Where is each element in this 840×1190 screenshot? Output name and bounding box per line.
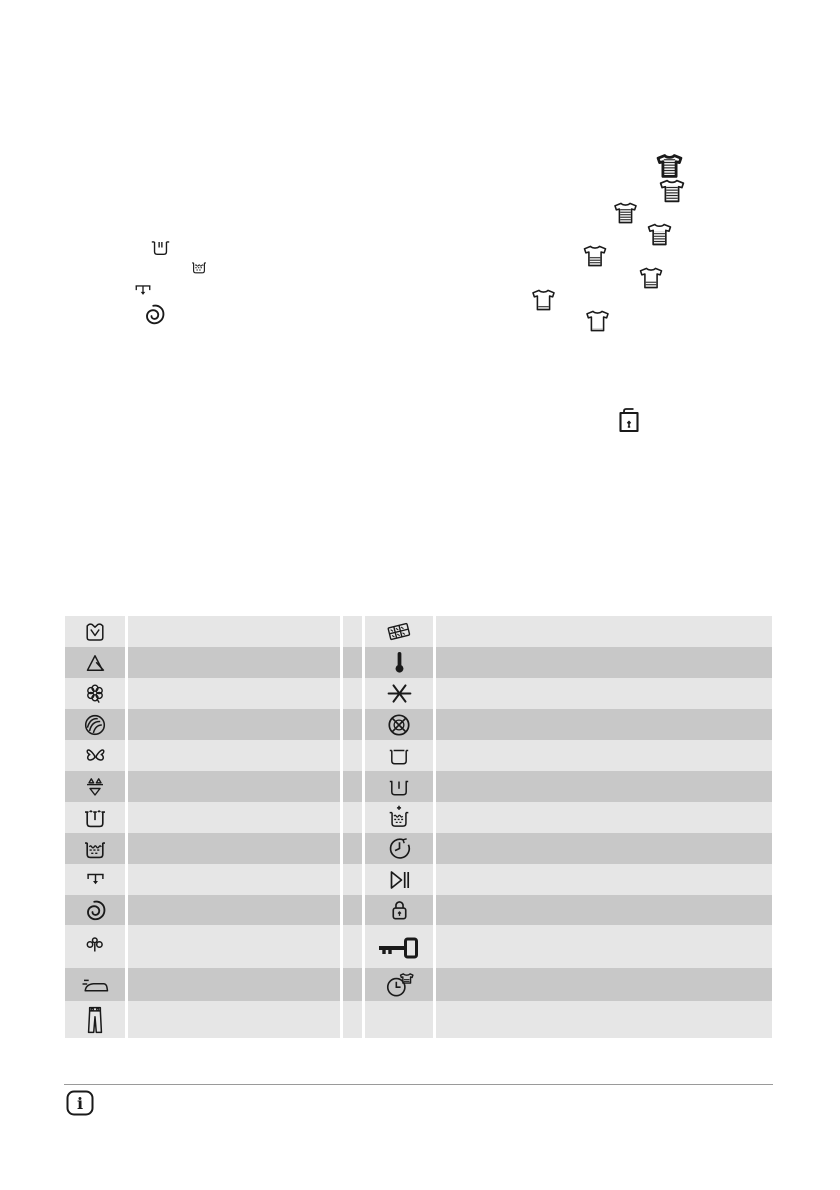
no-spin-icon: [385, 711, 413, 739]
shirt-soil-heavy-icon: [657, 178, 687, 204]
left-description-cell: [128, 740, 340, 771]
drain-icon: [83, 868, 108, 891]
left-description-cell: [128, 709, 340, 740]
right-symbol-cell: [365, 802, 433, 833]
left-description-cell: [128, 925, 340, 968]
shirt-soil-normal-icon: [646, 222, 673, 247]
left-description-cell: [128, 895, 340, 925]
left-symbol-cell: [65, 771, 125, 802]
symbol-table-row: [65, 678, 772, 709]
right-description-cell: [436, 864, 772, 895]
right-symbol-cell: [365, 678, 433, 709]
soak-tub-icon: [188, 258, 210, 276]
soak-tub-icon: [82, 836, 108, 862]
right-symbol-cell: [365, 740, 433, 771]
left-description-cell: [128, 864, 340, 895]
symbol-table-row: [65, 895, 772, 925]
spacer-cell: [343, 968, 362, 1001]
right-description-cell: [436, 771, 772, 802]
tub-line-icon: [386, 775, 412, 799]
spacer-cell: [343, 771, 362, 802]
thermometer-icon: [392, 650, 407, 676]
flower-icon: [83, 682, 107, 706]
iron-icon: [80, 974, 110, 996]
shirt-soil-light-icon: [638, 266, 664, 290]
left-symbol-cell: [65, 968, 125, 1001]
symbol-table-row: [65, 1001, 772, 1038]
shirt-soil-minimal-icon: [584, 309, 611, 333]
bikini-icon: [83, 775, 107, 799]
clock-shirt-icon: [384, 970, 414, 1000]
right-description-cell: [436, 968, 772, 1001]
left-symbol-cell: [65, 925, 125, 968]
right-symbol-cell: [365, 895, 433, 925]
left-description-cell: [128, 647, 340, 678]
asterisk-icon: [386, 680, 413, 707]
left-symbol-cell: [65, 678, 125, 709]
wash-tub-line-icon: [82, 805, 108, 831]
right-description-cell: [436, 616, 772, 647]
spacer-cell: [343, 740, 362, 771]
right-symbol-cell: [365, 616, 433, 647]
symbol-table-row: [65, 802, 772, 833]
spin-spiral-icon: [142, 302, 167, 327]
right-description-cell: [436, 709, 772, 740]
play-pause-icon: [386, 867, 412, 893]
left-symbol-cell: [65, 864, 125, 895]
cotton-flower-icon: [83, 620, 107, 644]
symbol-table-row: [65, 925, 772, 968]
right-description-cell: [436, 925, 772, 968]
spacer-cell: [343, 678, 362, 709]
symbol-table-row: [65, 740, 772, 771]
right-description-cell: [436, 1001, 772, 1038]
rinse-tub-icon: [147, 236, 174, 258]
spacer-cell: [343, 833, 362, 864]
wash-symbol-table: [65, 616, 772, 1038]
left-symbol-cell: [65, 895, 125, 925]
left-description-cell: [128, 1001, 340, 1038]
padlock-icon: [388, 897, 411, 924]
right-description-cell: [436, 833, 772, 864]
symbol-table-row: [65, 864, 772, 895]
symbol-table-row: [65, 647, 772, 678]
spacer-cell: [343, 616, 362, 647]
right-symbol-cell: [365, 925, 433, 968]
right-symbol-cell: [365, 709, 433, 740]
symbol-table-row: [65, 709, 772, 740]
spacer-cell: [343, 895, 362, 925]
spacer-cell: [343, 864, 362, 895]
symbol-table-row: [65, 833, 772, 864]
shirt-soil-normal-icon: [582, 244, 608, 268]
left-description-cell: [128, 678, 340, 709]
symbol-table-row: [65, 771, 772, 802]
spacer-cell: [343, 925, 362, 968]
tub-plus-icon: [386, 803, 412, 832]
right-symbol-cell: [365, 968, 433, 1001]
right-description-cell: [436, 895, 772, 925]
key-icon: [377, 935, 421, 959]
left-symbol-cell: [65, 833, 125, 864]
left-symbol-cell: [65, 1001, 125, 1038]
butterfly-icon: [82, 744, 109, 768]
empty-tub-icon: [386, 744, 412, 768]
shirt-soil-light-icon: [530, 288, 557, 312]
info-icon: [66, 1090, 94, 1116]
right-description-cell: [436, 647, 772, 678]
left-symbol-cell: [65, 616, 125, 647]
left-description-cell: [128, 616, 340, 647]
drain-icon: [131, 280, 155, 301]
right-symbol-cell: [365, 771, 433, 802]
left-symbol-cell: [65, 709, 125, 740]
right-description-cell: [436, 740, 772, 771]
wool-skein-icon: [82, 712, 108, 738]
symbol-table-row: [65, 616, 772, 647]
spin-spiral-icon: [83, 898, 108, 923]
jeans-icon: [84, 1005, 106, 1035]
shirt-soil-heavy-icon: [612, 201, 639, 225]
right-symbol-cell: [365, 833, 433, 864]
right-symbol-cell: [365, 647, 433, 678]
spacer-cell: [343, 1001, 362, 1038]
right-symbol-cell: [365, 864, 433, 895]
right-description-cell: [436, 802, 772, 833]
door-locked-icon: [617, 406, 641, 434]
right-description-cell: [436, 678, 772, 709]
symbol-table-row: [65, 968, 772, 1001]
footer-divider: [64, 1084, 773, 1085]
three-circles-icon: [83, 935, 107, 959]
left-description-cell: [128, 833, 340, 864]
left-description-cell: [128, 968, 340, 1001]
delay-clock-icon: [386, 835, 413, 862]
left-symbol-cell: [65, 802, 125, 833]
shirt-soil-intensive-icon: [655, 153, 684, 179]
left-description-cell: [128, 771, 340, 802]
spacer-cell: [343, 709, 362, 740]
left-symbol-cell: [65, 647, 125, 678]
left-symbol-cell: [65, 740, 125, 771]
triangle-icon: [83, 651, 107, 675]
spacer-cell: [343, 647, 362, 678]
duvet-icon: [384, 618, 414, 646]
left-description-cell: [128, 802, 340, 833]
spacer-cell: [343, 802, 362, 833]
right-symbol-cell: [365, 1001, 433, 1038]
